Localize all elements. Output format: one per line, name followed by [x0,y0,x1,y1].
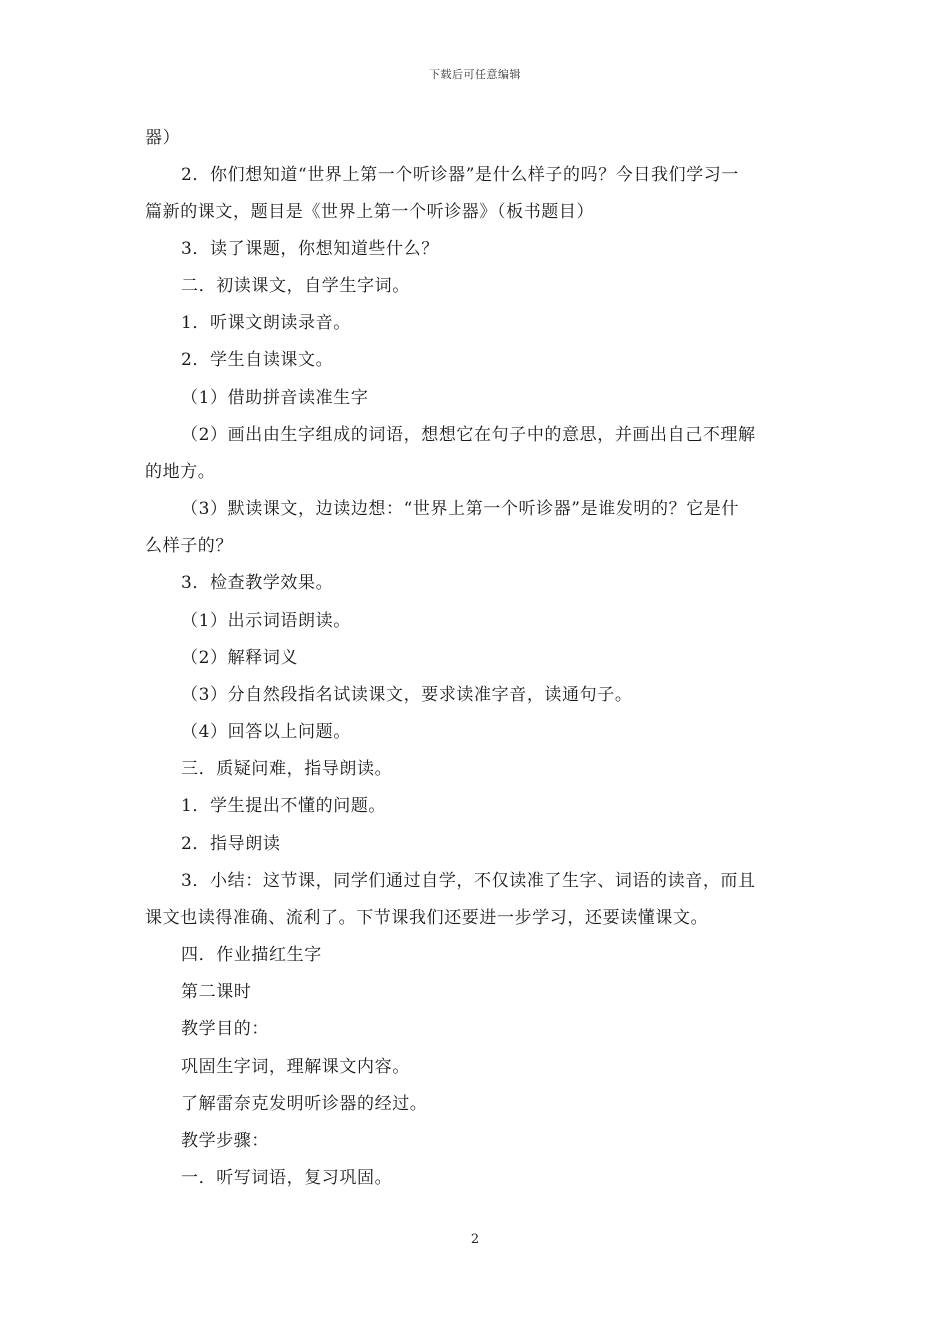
text-line: 么样子的？ [145,536,233,556]
text-line: 篇新的课文，题目是《世界上第一个听诊器》（板书题目） [145,202,595,222]
page-number: 2 [470,1232,480,1247]
text-line: 2．学生自读课文。 [181,350,334,370]
text-line: 教学步骤： [181,1131,269,1151]
section-heading: 二．初读课文，自学生字词。 [181,276,410,296]
text-line: （1）出示词语朗读。 [181,611,351,631]
text-line: 1．听课文朗读录音。 [181,313,351,333]
text-line: 课文也读得准确、流利了。下节课我们还要进一步学习，还要读懂课文。 [145,908,709,928]
text-line: （3）默读课文，边读边想：“世界上第一个听诊器”是谁发明的？它是什 [181,499,739,519]
text-line: 3．检查教学效果。 [181,573,334,593]
text-line: 巩固生字词，理解课文内容。 [181,1057,410,1077]
text-line: 器） [145,128,181,148]
section-heading: 四．作业描红生字 [181,945,322,965]
text-line: （2）画出由生字组成的词语，想想它在句子中的意思，并画出自己不理解 [181,425,756,445]
page-header: 下载后可任意编辑 [429,68,521,81]
text-line: 3．读了课题，你想知道些什么？ [181,239,439,259]
text-line: 的地方。 [145,462,216,482]
section-heading: 第二课时 [181,982,252,1002]
text-line: 教学目的： [181,1019,269,1039]
text-line: 2．你们想知道“世界上第一个听诊器”是什么样子的吗？今日我们学习一 [181,165,739,185]
text-line: （3）分自然段指名试读课文，要求读准字音，读通句子。 [181,685,633,705]
section-heading: 一．听写词语，复习巩固。 [181,1168,393,1188]
text-line: （2）解释词义 [181,648,299,668]
text-line: 3．小结：这节课，同学们通过自学，不仅读准了生字、词语的读音，而且 [181,871,756,891]
text-line: 1．学生提出不懂的问题。 [181,796,387,816]
text-line: （1）借助拼音读准生字 [181,388,369,408]
section-heading: 三．质疑问难，指导朗读。 [181,759,393,779]
text-line: 2．指导朗读 [181,834,281,854]
text-line: 了解雷奈克发明听诊器的经过。 [181,1094,428,1114]
text-line: （4）回答以上问题。 [181,722,351,742]
